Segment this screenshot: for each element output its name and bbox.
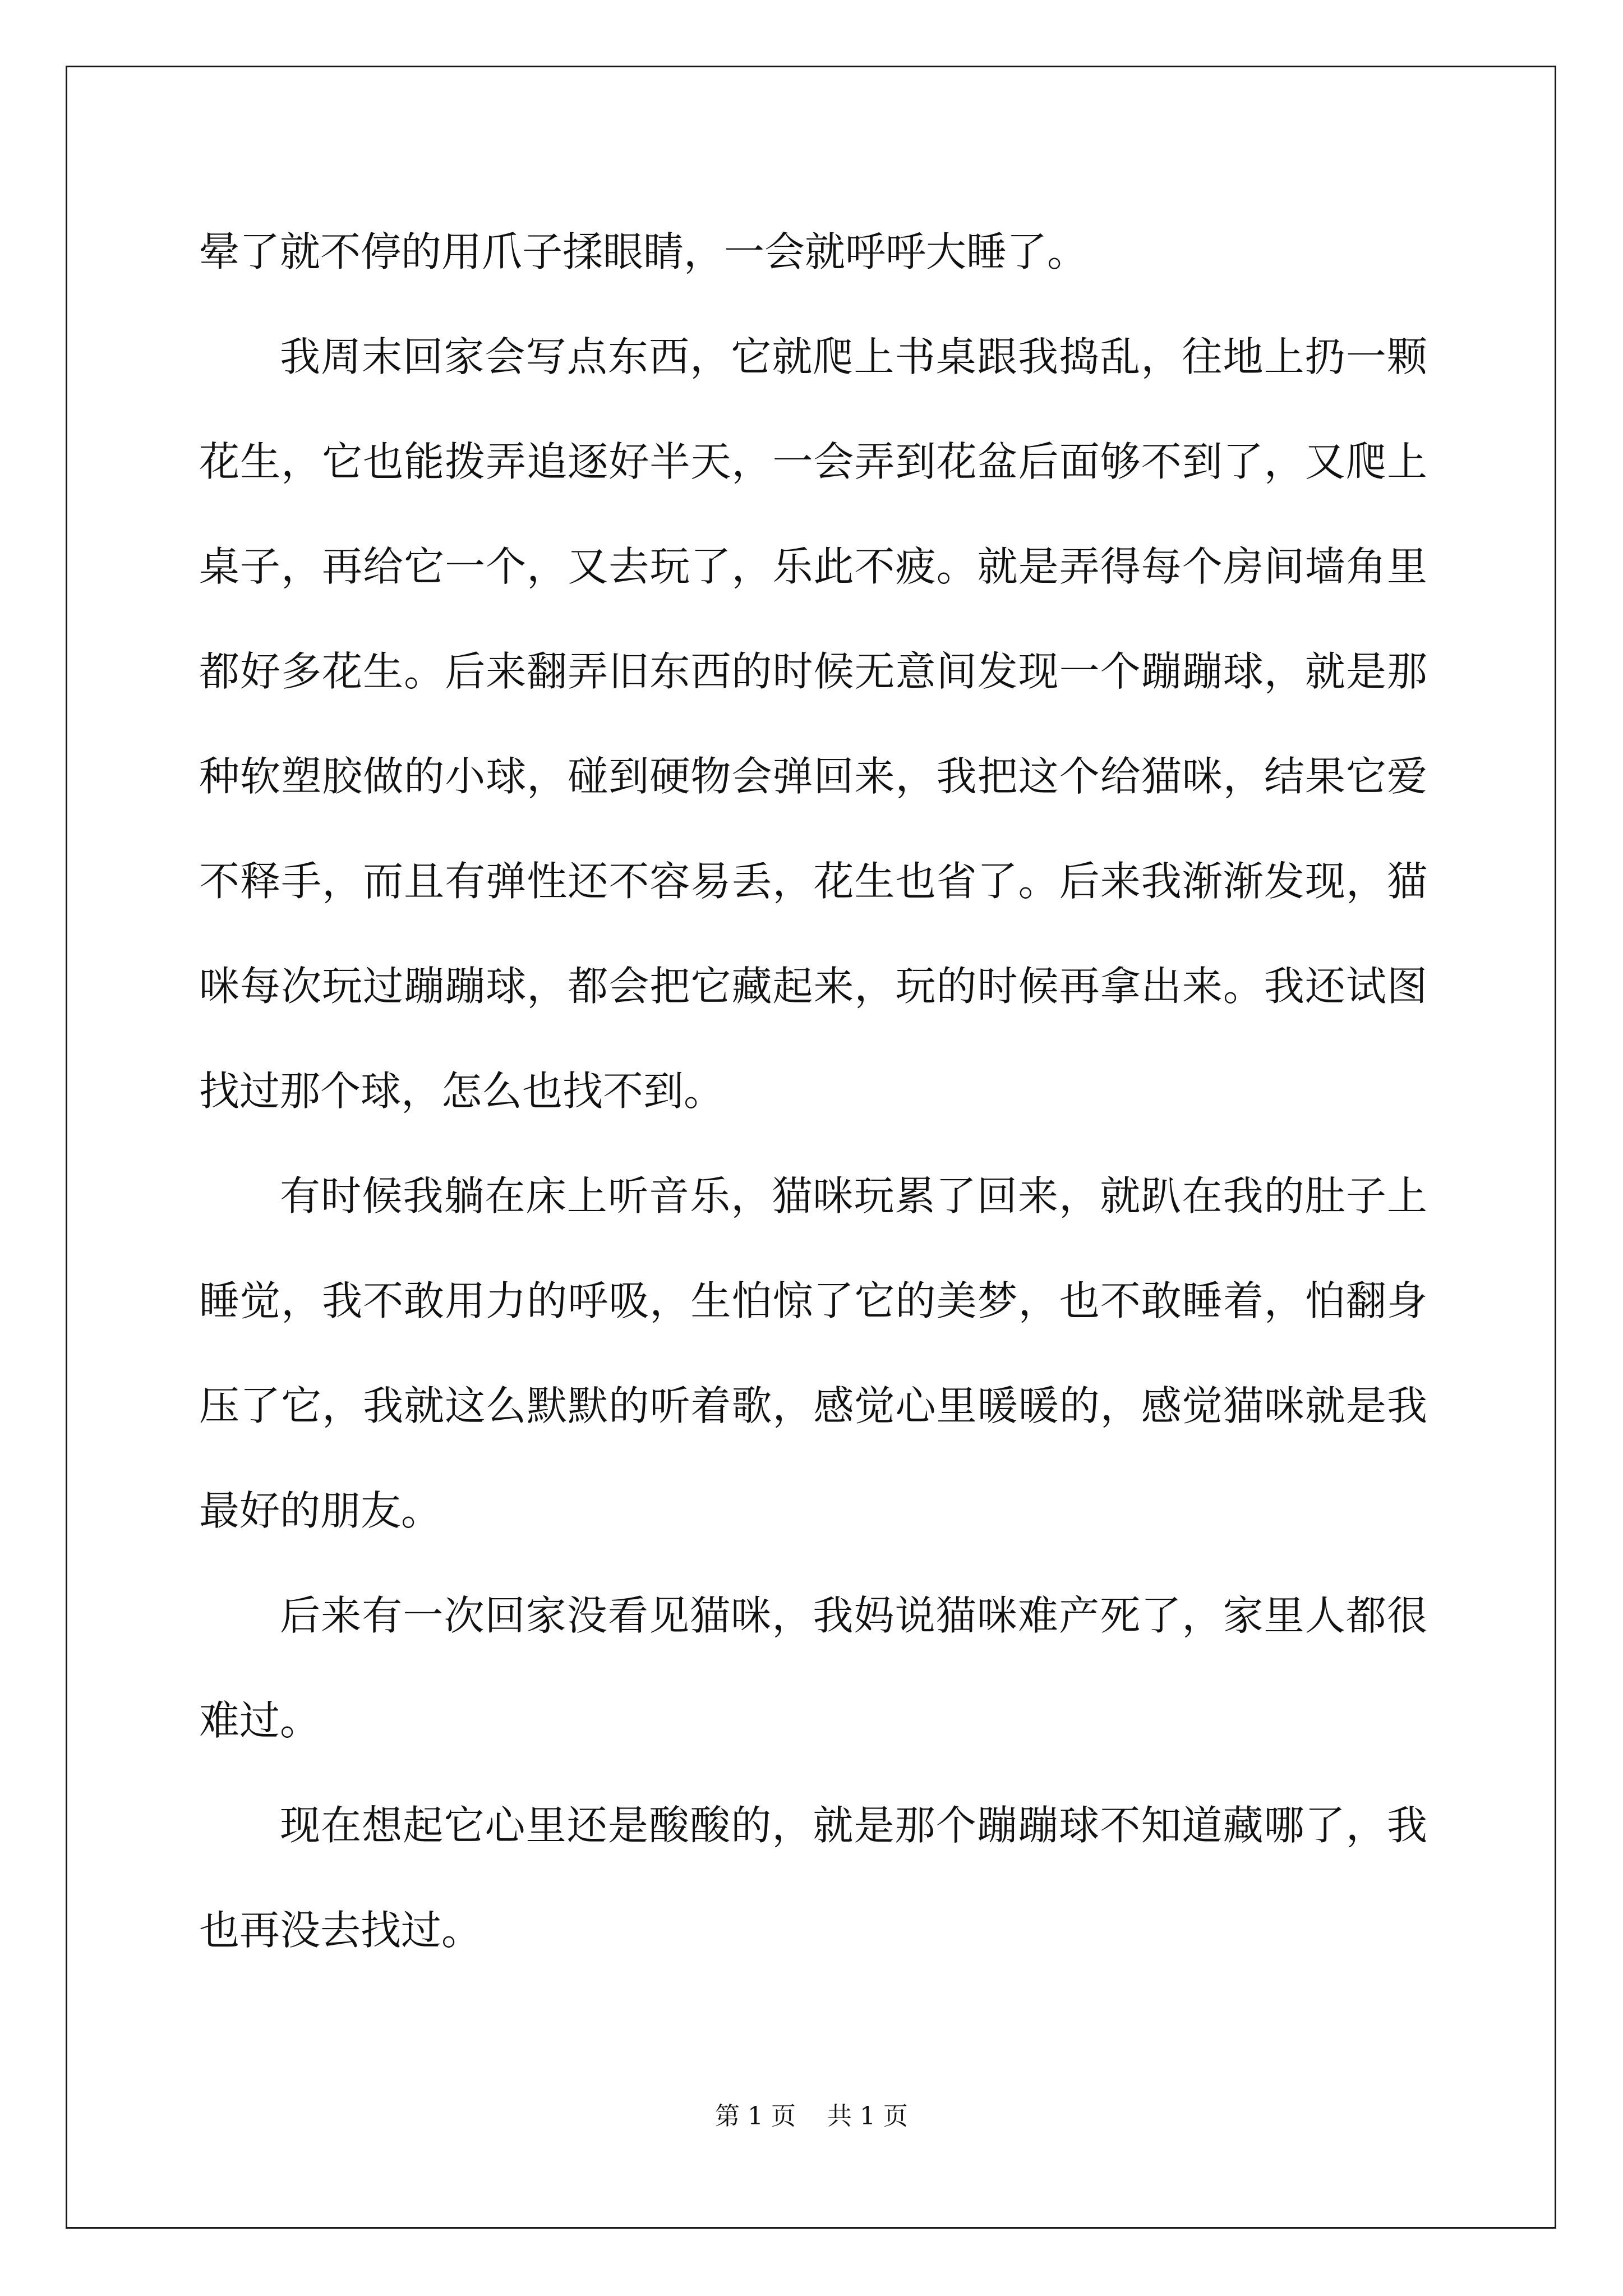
paragraph-3: 有时候我躺在床上听音乐，猫咪玩累了回来，就趴在我的肚子上睡觉，我不敢用力的呼吸，生怕惊了它的美梦，也不敢睡着，怕翻身压了它，我就这么默默的听着歌，感觉心里暖暖的，感觉猫咪就是我最好的朋友。 [199,1172,1427,1534]
paragraph-5: 现在想起它心里还是酸酸的，就是那个蹦蹦球不知道藏哪了，我也再没去找过。 [199,1802,1427,1954]
paragraph-2: 我周末回家会写点东西，它就爬上书桌跟我捣乱，往地上扔一颗花生，它也能拨弄追逐好半天，一会弄到花盆后面够不到了，又爬上桌子，再给它一个，又去玩了，乐此不疲。就是弄得每个房间墙角里都好多花生。后来翻弄旧东西的时候无意间发现一个蹦蹦球，就是那种软塑胶做的小球，碰到硬物会弹回来，我把这个给猫咪，结果它爱不释手，而且有弹性还不容易丢，花生也省了。后来我渐渐发现，猫咪每次玩过蹦蹦球，都会把它藏起来，玩的时候再拿出来。我还试图找过那个球，怎么也找不到。 [199,333,1427,1115]
paragraph-4: 后来有一次回家没看见猫咪，我妈说猫咪难产死了，家里人都很难过。 [199,1592,1427,1744]
paragraph-1: 晕了就不停的用爪子揉眼睛，一会就呼呼大睡了。 [199,228,1088,275]
document-body [199,200,1427,1983]
page-footer: 第 1 页 共 1 页 [715,2102,908,2131]
